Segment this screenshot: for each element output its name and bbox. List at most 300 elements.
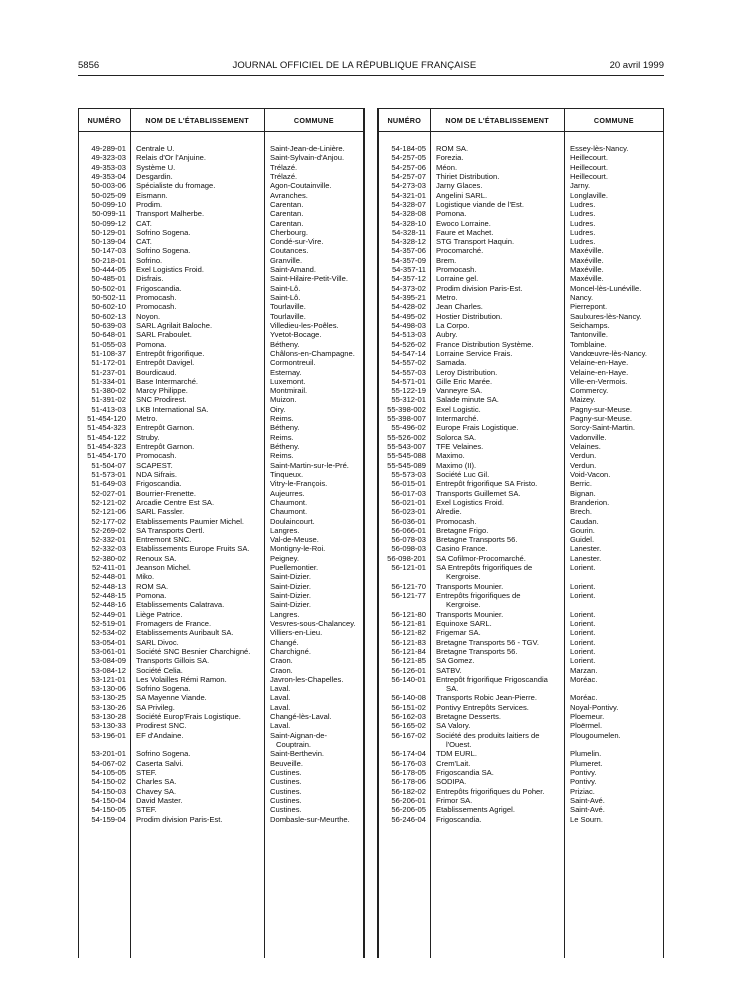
etablissement-name-continued: SA.: [446, 684, 459, 694]
row-commune: [264, 777, 363, 786]
row-commune: [564, 479, 663, 488]
row-etablissement: [430, 237, 564, 246]
row-numero: 51-454-323: [87, 442, 126, 451]
row-numero: 52-121-06: [91, 507, 126, 517]
row-etablissement: [130, 163, 264, 172]
row-numero: 56-246-04: [391, 814, 426, 824]
row-etablissement: [430, 815, 564, 824]
row-numero: 54-495-02: [391, 311, 426, 321]
table-row: [379, 582, 663, 591]
row-commune: [564, 200, 663, 209]
commune-name: Laval.: [270, 684, 291, 694]
table-row: [379, 312, 663, 321]
table-row: [379, 144, 663, 153]
etablissement-name: Lorraine Service Frais.: [436, 348, 513, 358]
row-commune: [564, 805, 663, 814]
table-row: [79, 181, 363, 190]
row-etablissement: [130, 237, 264, 246]
row-numero: 52-519-01: [91, 618, 126, 628]
row-commune: [264, 703, 363, 712]
row-numero: 55-398-002: [387, 404, 426, 414]
table-row: [79, 330, 363, 339]
row-numero: 50-602-10: [91, 302, 126, 312]
row-commune: [564, 228, 663, 237]
row-commune: [564, 507, 663, 516]
row-commune: [564, 368, 663, 377]
row-commune: [264, 144, 363, 153]
commune-name: Lorient.: [570, 563, 596, 573]
commune-name: Cherbourg.: [270, 227, 308, 237]
etablissement-name: Les Volailles Rémi Ramon.: [136, 674, 227, 684]
row-commune: [564, 293, 663, 302]
etablissement-name: SARL Fraboulet.: [136, 330, 192, 340]
table-row: [79, 321, 363, 330]
etablissement-name: STG Transport Haquin.: [436, 237, 515, 247]
row-numero: 52-448-13: [91, 581, 126, 591]
table-row: [379, 172, 663, 181]
row-commune: [564, 582, 663, 591]
row-numero: 54-150-05: [91, 805, 126, 815]
row-numero: 53-130-06: [91, 684, 126, 694]
table-row: [379, 693, 663, 702]
row-commune: [564, 163, 663, 172]
etablissement-name: Frigoscandia.: [436, 814, 482, 824]
row-commune: [564, 302, 663, 311]
row-etablissement: [430, 563, 564, 582]
commune-name-continued: Couptrain.: [276, 740, 312, 749]
row-commune: [564, 544, 663, 553]
etablissement-name: Transport Malherbe.: [136, 209, 205, 219]
row-numero: 56-121-84: [391, 646, 426, 656]
etablissement-name: Etablissements Calatrava.: [136, 600, 225, 610]
row-etablissement: [430, 405, 564, 414]
table-row: [379, 349, 663, 358]
table-row: [379, 191, 663, 200]
table-row: [379, 638, 663, 647]
commune-name: Verdun.: [570, 451, 597, 461]
row-etablissement: [430, 153, 564, 162]
etablissement-name: CAT.: [136, 237, 152, 247]
commune-name: Saint-Sylvain-d'Anjou.: [270, 153, 345, 163]
etablissement-name: Hostier Distribution.: [436, 311, 503, 321]
row-commune: [264, 246, 363, 255]
etablissement-name: Promocash.: [136, 302, 177, 312]
journal-title: JOURNAL OFFICIEL DE LA RÉPUBLIQUE FRANÇAISE: [232, 59, 477, 71]
row-etablissement: [130, 423, 264, 432]
row-numero: 54-328-12: [391, 237, 426, 247]
row-numero: 53-084-12: [91, 665, 126, 675]
row-etablissement: [130, 181, 264, 190]
row-numero: 54-513-03: [391, 330, 426, 340]
etablissement-name: Pomona.: [436, 209, 467, 219]
etablissement-name: STEF.: [136, 805, 157, 815]
table-row: [79, 423, 363, 432]
row-etablissement: [430, 312, 564, 321]
row-etablissement: [130, 805, 264, 814]
etablissement-name: Pontivy Entrepôts Services.: [436, 702, 529, 712]
row-etablissement: [430, 330, 564, 339]
row-commune: [564, 535, 663, 544]
etablissement-name: Bourdicaud.: [136, 367, 177, 377]
row-etablissement: [130, 228, 264, 237]
left-table: [78, 108, 364, 958]
etablissement-name: Entrepôt Garnon.: [136, 423, 195, 433]
row-commune: [264, 433, 363, 442]
etablissement-name: Renoux SA.: [136, 553, 177, 563]
etablissement-name: Prodirest SNC.: [136, 721, 187, 731]
row-numero: 56-121-77: [391, 591, 426, 600]
row-commune: [564, 731, 663, 750]
table-row: [379, 442, 663, 451]
row-etablissement: [430, 442, 564, 451]
row-etablissement: [430, 302, 564, 311]
commune-name: Marzan.: [570, 665, 598, 675]
row-numero: 54-257-07: [391, 171, 426, 181]
row-commune: [564, 470, 663, 479]
row-commune: [564, 461, 663, 470]
table-row: [379, 321, 663, 330]
commune-name: Heillecourt.: [570, 171, 608, 181]
row-numero: 51-573-01: [91, 469, 126, 479]
row-numero: 56-178-06: [391, 777, 426, 787]
table-row: [79, 405, 363, 414]
row-commune: [564, 209, 663, 218]
row-commune: [264, 172, 363, 181]
commune-name: Commercy.: [570, 386, 609, 396]
table-row: [79, 628, 363, 637]
commune-name: Châlons-en-Champagne.: [270, 348, 355, 358]
row-commune: [564, 312, 663, 321]
row-commune: [564, 265, 663, 274]
row-commune: [264, 274, 363, 283]
row-numero: 55-526-002: [387, 432, 426, 442]
table-row: [79, 517, 363, 526]
row-commune: [564, 693, 663, 702]
etablissement-name: Metro.: [436, 293, 458, 302]
commune-name: Changé.: [270, 637, 299, 647]
row-numero: 56-121-80: [391, 609, 426, 619]
row-numero: 50-099-11: [91, 209, 126, 219]
table-row: [79, 358, 363, 367]
etablissement-name: SA Privileg.: [136, 702, 175, 712]
row-etablissement: [430, 526, 564, 535]
table-row: [379, 610, 663, 619]
row-etablissement: [130, 638, 264, 647]
row-etablissement: [130, 470, 264, 479]
row-numero: 50-003-06: [91, 181, 126, 191]
etablissement-name: Prodim division Paris-Est.: [136, 814, 223, 824]
row-etablissement: [430, 470, 564, 479]
table-row: [379, 517, 663, 526]
row-commune: [264, 321, 363, 330]
row-commune: [264, 349, 363, 358]
etablissement-name: Salade minute SA.: [436, 395, 499, 405]
etablissement-name: Société Luc Gil.: [436, 469, 490, 479]
etablissement-name: Maximo (II).: [436, 460, 477, 470]
commune-name: Dombasle-sur-Meurthe.: [270, 814, 350, 824]
row-commune: [564, 423, 663, 432]
row-etablissement: [430, 479, 564, 488]
row-numero: 50-129-01: [91, 227, 126, 237]
commune-name: Pierrepont.: [570, 302, 608, 312]
commune-name: Beuveille.: [270, 758, 303, 768]
row-etablissement: [130, 256, 264, 265]
row-etablissement: [430, 358, 564, 367]
etablissement-name: SNC Prodirest.: [136, 395, 187, 405]
etablissement-name: Marcy Philippe.: [136, 386, 188, 396]
etablissement-name: Entrepôt frigorifique SA Fristo.: [436, 479, 538, 489]
row-commune: [264, 423, 363, 432]
row-commune: [564, 815, 663, 824]
row-etablissement: [430, 703, 564, 712]
commune-name: Montigny-le-Roi.: [270, 544, 326, 554]
row-commune: [264, 153, 363, 162]
row-etablissement: [130, 451, 264, 460]
row-commune: [264, 498, 363, 507]
table-row: [79, 693, 363, 702]
etablissement-name: Entrepôts frigorifiques de: [436, 591, 521, 600]
etablissement-name: Solorca SA.: [436, 432, 477, 442]
commune-name: Reims.: [270, 432, 294, 442]
row-commune: [564, 768, 663, 777]
row-commune: [264, 600, 363, 609]
row-numero: 50-025-09: [91, 190, 126, 200]
etablissement-name: Exel Logistics Froid.: [136, 265, 204, 275]
row-numero: 53-054-01: [91, 637, 126, 647]
etablissement-name: France Distribution Système.: [436, 339, 534, 349]
column-header-etablissement: NOM DE L'ÉTABLISSEMENT: [431, 109, 565, 131]
row-numero: 53-196-01: [91, 730, 126, 740]
row-numero: 54-357-12: [391, 274, 426, 284]
row-commune: [264, 228, 363, 237]
row-numero: 52-448-15: [91, 591, 126, 600]
row-numero: 52-027-01: [91, 488, 126, 498]
row-numero: 56-015-01: [391, 479, 426, 489]
row-numero: 50-502-01: [91, 283, 126, 293]
etablissement-name: Société des produits laitiers de: [436, 730, 540, 740]
etablissement-name: Bourrier-Frenette.: [136, 488, 196, 498]
commune-name: Avranches.: [270, 190, 308, 200]
table-row: [379, 461, 663, 470]
etablissement-name: Struby.: [136, 432, 160, 442]
row-numero: 53-121-01: [91, 674, 126, 684]
row-numero: 51-237-01: [91, 367, 126, 377]
commune-name: Ploemeur.: [570, 712, 605, 722]
etablissement-name: Sofrino Sogena.: [136, 227, 191, 237]
row-commune: [264, 749, 363, 758]
table-row: [79, 498, 363, 507]
table-row: [79, 619, 363, 628]
page-number: 5856: [78, 59, 100, 71]
row-etablissement: [130, 330, 264, 339]
commune-name: Javron-les-Chapelles.: [270, 674, 344, 684]
table-row: [79, 172, 363, 181]
row-etablissement: [430, 377, 564, 386]
row-commune: [564, 181, 663, 190]
commune-name: Maxéville.: [570, 274, 604, 284]
table-row: [379, 433, 663, 442]
commune-name: Custines.: [270, 795, 302, 805]
table-row: [79, 675, 363, 684]
commune-name: Montmirail.: [270, 386, 308, 396]
row-etablissement: [430, 749, 564, 758]
row-etablissement: [430, 172, 564, 181]
commune-name: Villedieu-les-Poêles.: [270, 320, 339, 330]
table-row: [379, 405, 663, 414]
etablissement-name: Equinoxe SARL.: [436, 618, 492, 628]
right-table-header: [379, 109, 663, 132]
commune-name: Moréac.: [570, 693, 598, 703]
etablissement-name: Bretagne Transports 56.: [436, 535, 518, 545]
row-commune: [564, 591, 663, 610]
commune-name: Saint-Jean-de-Linière.: [270, 144, 345, 153]
etablissement-name: Bretagne Desserts.: [436, 712, 501, 722]
row-etablissement: [430, 507, 564, 516]
etablissement-name: CAT.: [136, 218, 152, 228]
row-commune: [264, 163, 363, 172]
table-row: [79, 638, 363, 647]
row-commune: [564, 153, 663, 162]
etablissement-name: Ewoco Lorraine.: [436, 218, 491, 228]
table-row: [79, 656, 363, 665]
row-commune: [264, 442, 363, 451]
row-numero: 56-121-82: [391, 628, 426, 638]
row-commune: [564, 787, 663, 796]
row-etablissement: [130, 656, 264, 665]
table-row: [379, 703, 663, 712]
etablissement-name: Brem.: [436, 255, 457, 265]
row-commune: [564, 703, 663, 712]
row-commune: [564, 144, 663, 153]
table-row: [79, 684, 363, 693]
row-commune: [264, 684, 363, 693]
table-row: [79, 219, 363, 228]
table-row: [79, 489, 363, 498]
row-etablissement: [430, 200, 564, 209]
commune-name: Saint-Dizier.: [270, 591, 311, 600]
commune-name: Saulxures-lès-Nancy.: [570, 311, 642, 321]
table-row: [79, 563, 363, 572]
row-etablissement: [430, 284, 564, 293]
row-numero: 56-162-03: [391, 712, 426, 722]
row-numero: 56-098-201: [387, 553, 426, 563]
row-numero: 54-159-04: [91, 814, 126, 824]
row-numero: 50-099-10: [91, 199, 126, 209]
row-commune: [264, 181, 363, 190]
row-commune: [264, 265, 363, 274]
commune-name: Nancy.: [570, 293, 594, 302]
row-numero: 56-021-01: [391, 497, 426, 507]
row-etablissement: [430, 610, 564, 619]
row-commune: [264, 721, 363, 730]
commune-name: Plumeret.: [570, 758, 603, 768]
etablissement-name-continued: Kergroise.: [446, 600, 481, 610]
commune-name: Branderion.: [570, 497, 610, 507]
commune-name: Lanester.: [570, 553, 602, 563]
commune-name: Saint-Dizier.: [270, 581, 311, 591]
commune-name: Maxéville.: [570, 255, 604, 265]
row-etablissement: [130, 703, 264, 712]
row-commune: [264, 610, 363, 619]
row-commune: [264, 405, 363, 414]
commune-name: Verdun.: [570, 460, 597, 470]
row-commune: [564, 256, 663, 265]
etablissement-name: Transports Robic Jean-Pierre.: [436, 693, 538, 703]
etablissement-name: Promocash.: [436, 265, 477, 275]
table-row: [79, 805, 363, 814]
row-numero: 56-140-08: [391, 693, 426, 703]
table-row: [379, 479, 663, 488]
row-etablissement: [430, 656, 564, 665]
etablissement-name: Entrepôt frigorifique.: [136, 348, 205, 358]
etablissement-name: Exel Logistics Froid.: [436, 497, 504, 507]
table-row: [379, 451, 663, 460]
table-row: [379, 721, 663, 730]
commune-name: Bétheny.: [270, 442, 300, 451]
table-row: [79, 368, 363, 377]
etablissement-name: NDA Sifrais.: [136, 469, 177, 479]
etablissement-name: Lorraine gel.: [436, 274, 479, 284]
etablissement-name: Etablissements Europe Fruits SA.: [136, 544, 250, 554]
commune-name: Void-Vacon.: [570, 469, 611, 479]
row-numero: 51-055-03: [91, 339, 126, 349]
table-row: [79, 386, 363, 395]
row-commune: [564, 405, 663, 414]
etablissement-name: Entremont SNC.: [136, 535, 192, 545]
commune-name: Heillecourt.: [570, 162, 608, 172]
table-row: [79, 554, 363, 563]
etablissement-name: Exel Logistic.: [436, 404, 481, 414]
etablissement-name: Logistique viande de l'Est.: [436, 199, 524, 209]
commune-name: Jarny.: [570, 181, 591, 191]
commune-name: Langres.: [270, 525, 300, 535]
row-etablissement: [130, 442, 264, 451]
row-commune: [564, 554, 663, 563]
table-row: [379, 274, 663, 283]
commune-name: Tourlaville.: [270, 311, 306, 321]
row-etablissement: [130, 666, 264, 675]
row-etablissement: [130, 777, 264, 786]
right-table-body: [379, 132, 663, 958]
commune-name: Puellemontier.: [270, 563, 319, 573]
etablissement-name: Arcadie Centre Est SA.: [136, 497, 215, 507]
row-commune: [564, 433, 663, 442]
row-etablissement: [130, 712, 264, 721]
row-numero: 52-332-03: [91, 544, 126, 554]
etablissement-name: Chavey SA.: [136, 786, 177, 796]
table-row: [379, 256, 663, 265]
commune-name: Cormontreuil.: [270, 358, 316, 368]
row-etablissement: [130, 526, 264, 535]
commune-name: Craon.: [270, 665, 293, 675]
row-commune: [264, 191, 363, 200]
table-row: [79, 610, 363, 619]
table-row: [379, 489, 663, 498]
commune-name: Pagny-sur-Meuse.: [570, 404, 633, 414]
row-commune: [264, 693, 363, 702]
row-etablissement: [430, 144, 564, 153]
etablissement-name: SARL Agrilait Baloche.: [136, 320, 213, 330]
commune-name: Vandœuvre-lès-Nancy.: [570, 348, 647, 358]
etablissement-name: STEF.: [136, 767, 157, 777]
row-etablissement: [430, 181, 564, 190]
commune-name: Saint-Lô.: [270, 283, 301, 293]
etablissement-name: Crem'Lait.: [436, 758, 471, 768]
etablissement-name: Sofrino Sogena.: [136, 684, 191, 694]
row-numero: 51-454-122: [87, 432, 126, 442]
table-row: [79, 787, 363, 796]
commune-name: Trélazé.: [270, 171, 298, 181]
